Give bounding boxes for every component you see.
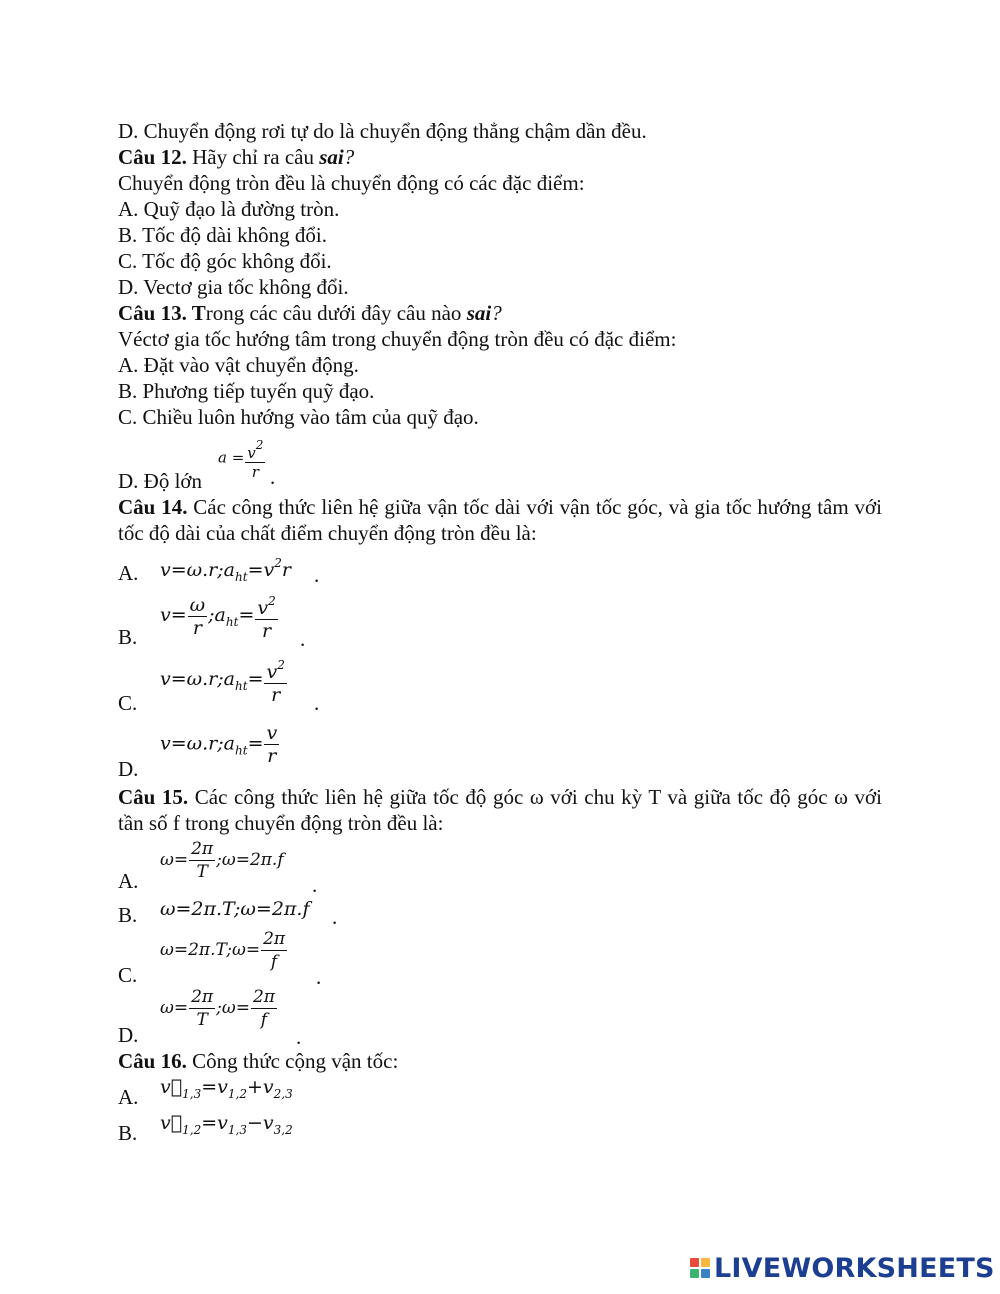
question-15-option-a-letter: A. — [118, 869, 139, 893]
formula-15-d: ω= $\frac{2\pi}{T}$ ;ω= $\frac{2\pi}{f}$ — [160, 987, 275, 1030]
question-15-option-c-letter: C. — [118, 963, 138, 987]
question-14-option-d-letter: D. — [118, 757, 139, 781]
question-13-option-a: A. Đặt vào vật chuyển động. — [118, 353, 359, 377]
question-14-option-a-letter: A. — [118, 561, 139, 585]
formula-15-c: ω=2π.T;ω= $\frac{2\pi}{f}$ — [160, 929, 286, 972]
question-12-title: Câu 12. Hãy chỉ ra câu sai? — [118, 145, 355, 169]
formula-14-c: $v=\omega.r;a_{ht}=$ $\frac{v^2}{r}$ — [160, 658, 285, 706]
question-16-title: Câu 16. Công thức cộng vận tốc: — [118, 1049, 399, 1073]
question-12-option-a: A. Quỹ đạo là đường tròn. — [118, 197, 340, 221]
intro-option-d: D. Chuyển động rơi tự do là chuyển động thẳng chậm dần đều. — [118, 119, 647, 143]
question-14-label: Câu 14. — [118, 495, 188, 519]
formula-centripetal-magnitude: a = $\frac{v^2}{r}$ — [218, 438, 264, 481]
question-12-label: Câu 12. — [118, 145, 187, 169]
question-13-emphasis: sai — [466, 301, 492, 325]
question-13-stem: Véctơ gia tốc hướng tâm trong chuyển động tròn đều có đặc điểm: — [118, 327, 677, 351]
question-16-label: Câu 16. — [118, 1049, 187, 1073]
question-13-title: Câu 13. Trong các câu dưới đây câu nào sai? — [118, 301, 502, 325]
formula-14-a: $v=\omega.r;a_{ht}=v^2r$ — [160, 556, 291, 584]
formula-14-d: $v=\omega.r;a_{ht}=$ $\frac{v}{r}$ — [160, 722, 278, 767]
question-16-option-a-letter: A. — [118, 1085, 139, 1109]
formula-16-a: $v⃗_{1,3}=v_{1,2}+v_{2,3}$ — [160, 1076, 293, 1101]
question-12-option-c: C. Tốc độ góc không đổi. — [118, 249, 332, 273]
question-13-option-b: B. Phương tiếp tuyến quỹ đạo. — [118, 379, 375, 403]
question-15-label: Câu 15. — [118, 785, 189, 809]
formula-15-a: ω= $\frac{2\pi}{T}$ ;ω=2π.f — [160, 839, 284, 882]
question-13-option-d: D. Độ lớn — [118, 469, 203, 493]
formula-16-b: $v⃗_{1,2}=v_{1,3}-v_{3,2}$ — [160, 1112, 293, 1137]
formula-15-b: ω=2π.T;ω=2π.f — [160, 898, 310, 920]
formula-14-b: v= $\frac{\omega}{r}$ $;a_{ht}=$ $\frac{v^2}{r}$ — [160, 593, 276, 642]
liveworksheets-logo — [690, 1253, 995, 1283]
question-13-label: Câu 13. T — [118, 301, 206, 325]
question-12-stem: Chuyển động tròn đều là chuyển động có các đặc điểm: — [118, 171, 585, 195]
question-16-option-b-letter: B. — [118, 1121, 138, 1145]
question-15-option-b-letter: B. — [118, 903, 138, 927]
question-13-option-c: C. Chiều luôn hướng vào tâm của quỹ đạo. — [118, 405, 479, 429]
question-15-title: Câu 15. Các công thức liên hệ giữa tốc độ góc ω với chu kỳ T và giữa tốc độ góc ω với tần số f trong chuyển động tròn đều là: — [118, 785, 882, 835]
question-12-option-d: D. Vectơ gia tốc không đổi. — [118, 275, 349, 299]
question-12-emphasis: sai — [319, 145, 344, 169]
question-15-option-d-letter: D. — [118, 1023, 139, 1047]
question-14-option-b-letter: B. — [118, 625, 138, 649]
logo-text: LIVEWORKSHEETS — [714, 1252, 995, 1284]
logo-mark-icon — [690, 1258, 710, 1278]
question-12-option-b: B. Tốc độ dài không đổi. — [118, 223, 328, 247]
question-14-title: Câu 14. Các công thức liên hệ giữa vận tốc dài với vận tốc góc, và gia tốc hướng tâm với tốc độ dài của chất điểm chuyển động tròn đều là: — [118, 495, 882, 545]
question-14-option-c-letter: C. — [118, 691, 138, 715]
